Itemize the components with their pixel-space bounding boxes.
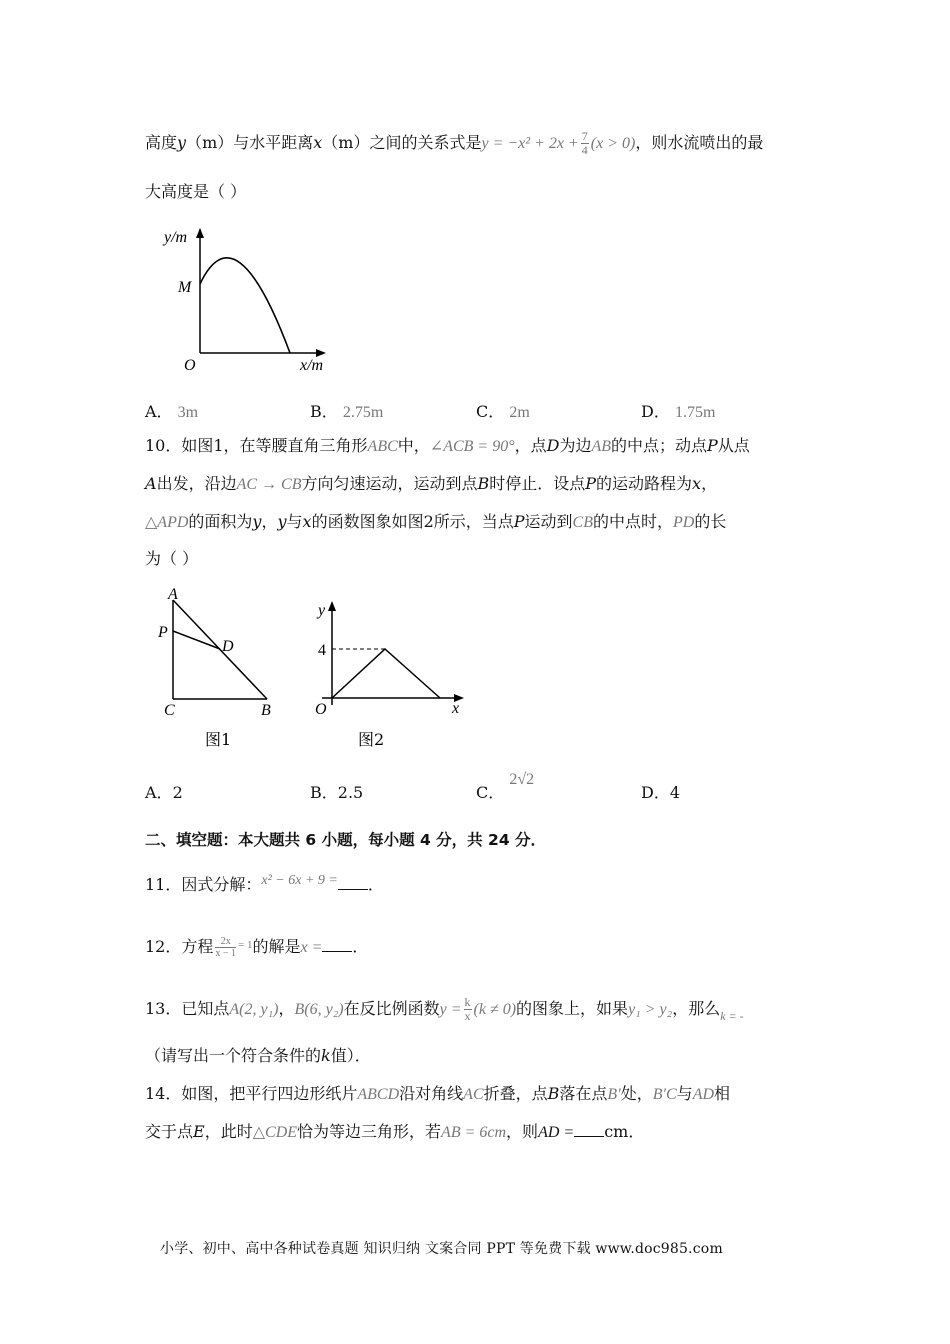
- var: x: [692, 474, 702, 493]
- y-axis-label: y/m: [164, 229, 188, 246]
- text: ．: [367, 875, 384, 894]
- math: (k ≠ 0): [473, 1001, 517, 1018]
- q10-line1: [145, 435, 750, 458]
- text: （m）与水平距离: [186, 133, 314, 152]
- text: 的面积为: [188, 512, 253, 531]
- frac-den: x: [464, 1009, 471, 1023]
- option-letter: C．: [476, 783, 505, 802]
- var: x: [302, 512, 312, 531]
- var: P: [585, 474, 597, 493]
- text: 10．如图1，在等腰直角三角形: [145, 436, 368, 455]
- var-x: x: [313, 133, 323, 152]
- q9-line2: [145, 181, 246, 203]
- text: ，点: [514, 436, 547, 455]
- math: y₁ > y₂: [628, 1001, 673, 1018]
- frac-den: 4: [581, 143, 588, 157]
- var: D: [546, 436, 560, 455]
- fraction: [581, 130, 589, 157]
- q9-option-d: [641, 399, 715, 422]
- text: ．: [352, 937, 369, 956]
- q13-line2: [145, 1045, 371, 1067]
- frac-den: x − 1: [215, 948, 237, 959]
- math: x =: [300, 939, 323, 956]
- text: 从点: [717, 436, 750, 455]
- text: 折叠，点: [483, 1084, 548, 1103]
- option-letter: D．: [641, 783, 670, 802]
- segment-pd: [173, 631, 220, 649]
- var: y: [252, 512, 262, 531]
- function-line: [332, 649, 440, 698]
- var-y: y: [177, 133, 187, 152]
- option-letter: A．: [145, 783, 173, 802]
- q9-parabola-graph: [164, 222, 340, 380]
- option-value: 4: [669, 783, 681, 802]
- tick-4-label: 4: [318, 642, 326, 659]
- label-d: D: [222, 638, 234, 655]
- footer-text: 小学、初中、高中各种试卷真题 知识归纳 文案合同 PPT 等免费下载 www.doc985.com: [160, 1241, 723, 1257]
- math: ∠ACB = 90°: [429, 438, 515, 455]
- math: y =: [439, 1001, 462, 1018]
- q9-option-a: [145, 399, 198, 422]
- text: 落在点: [559, 1084, 608, 1103]
- text: ，则: [506, 1122, 539, 1141]
- frac-num: 7: [581, 129, 588, 143]
- figure1-caption: 图1: [205, 730, 232, 749]
- q13-line1: [145, 996, 744, 1023]
- y-label: y: [318, 602, 326, 619]
- origin-label: O: [184, 357, 196, 374]
- figure2-caption: 图2: [358, 730, 385, 749]
- formula: x² − 6x + 9 =: [261, 873, 338, 888]
- option-letter: B．: [310, 402, 338, 421]
- text: 的解是: [252, 937, 301, 956]
- var: P: [513, 512, 525, 531]
- text: 出发，沿边: [156, 474, 237, 493]
- text: 为（ ）: [145, 549, 199, 568]
- text: 13．已知点: [145, 999, 230, 1018]
- text: ，那么: [672, 999, 721, 1018]
- q10-figure1-triangle: [155, 583, 285, 753]
- var: A: [145, 474, 157, 493]
- text: 的长: [694, 512, 727, 531]
- math: AC → CB: [236, 476, 302, 493]
- math: A(2, y₁): [229, 1001, 279, 1018]
- text: 的函数图象如图2所示，当点: [311, 512, 514, 531]
- math: AC: [463, 1086, 484, 1103]
- q10-option-a: [145, 780, 183, 803]
- option-value: 2.5: [337, 783, 364, 802]
- option-letter: D．: [641, 402, 670, 421]
- q10-line3: [145, 511, 726, 534]
- math: k = -: [720, 1009, 744, 1023]
- q14-line1: [145, 1083, 730, 1106]
- q10-line2: [145, 473, 717, 496]
- text: 高度: [145, 133, 178, 152]
- option-letter: C．: [476, 402, 505, 421]
- text: （m）之间的关系式是: [322, 133, 482, 152]
- text: 与: [676, 1084, 693, 1103]
- q14-line2: [145, 1120, 644, 1144]
- label-p: P: [158, 624, 168, 641]
- origin-label: O: [315, 701, 327, 718]
- text: 处，: [620, 1084, 653, 1103]
- y-axis-arrow: [196, 228, 204, 238]
- text: ，此时: [204, 1122, 253, 1141]
- text: 方向匀速运动，运动到点: [301, 474, 478, 493]
- math: △CDE: [252, 1124, 298, 1141]
- q12: [145, 935, 368, 960]
- var: B: [477, 474, 490, 493]
- label-a: A: [168, 586, 178, 603]
- text: （请写出一个符合条件的: [145, 1046, 322, 1065]
- text: ，: [261, 512, 278, 531]
- text: 的图象上，如果: [516, 999, 629, 1018]
- text: cm．: [604, 1122, 645, 1141]
- math: AD =: [538, 1124, 575, 1141]
- frac-num: k: [464, 995, 471, 1009]
- x-label: x: [452, 700, 460, 717]
- option-value: 2.75m: [342, 404, 384, 421]
- side-ab: [173, 600, 267, 699]
- math: △APD: [145, 514, 189, 531]
- q10-figure2-graph: [300, 595, 475, 755]
- x-axis-arrow: [316, 349, 326, 357]
- point-m-label: M: [178, 279, 192, 296]
- math: B′: [607, 1086, 621, 1103]
- math: AD: [692, 1086, 715, 1103]
- text: 沿对角线: [399, 1084, 464, 1103]
- text: 在反比例函数: [343, 999, 440, 1018]
- text: 恰为等边三角形，若: [297, 1122, 442, 1141]
- label-b: B: [261, 702, 271, 719]
- option-value: 2√2: [509, 771, 535, 788]
- formula: y = −x² + 2x +: [481, 135, 579, 152]
- option-value: 1.75m: [674, 404, 716, 421]
- text: 相: [714, 1084, 731, 1103]
- math: CB: [572, 514, 593, 531]
- var: k: [321, 1046, 331, 1065]
- math: B(6, y₂): [294, 1001, 344, 1018]
- var: B: [547, 1084, 560, 1103]
- text: 运动到: [524, 512, 573, 531]
- option-value: 2m: [509, 404, 530, 421]
- math: = 1: [238, 939, 253, 951]
- text: 中，: [397, 436, 430, 455]
- option-letter: A．: [145, 402, 173, 421]
- fraction: [215, 936, 236, 959]
- text: 11．因式分解：: [145, 875, 262, 894]
- text: 的运动路程为: [596, 474, 693, 493]
- var: E: [193, 1122, 205, 1141]
- text: 12．方程: [145, 937, 214, 956]
- q10-option-d: [641, 780, 680, 803]
- option-value: 2: [172, 783, 183, 802]
- text: ，: [278, 999, 295, 1018]
- text: 的中点时，: [593, 512, 674, 531]
- label-c: C: [164, 702, 175, 719]
- section-heading: [145, 829, 546, 851]
- answer-blank: [322, 935, 352, 952]
- text: 14．如图，把平行四边形纸片: [145, 1084, 358, 1103]
- q11: [145, 873, 384, 898]
- answer-blank: [574, 1120, 604, 1137]
- y-axis-arrow: [328, 601, 336, 611]
- q9-option-c: [476, 399, 530, 422]
- formula-cond: (x > 0): [590, 135, 636, 152]
- text: 时停止．设点: [489, 474, 586, 493]
- math: AB = 6cm: [441, 1124, 507, 1141]
- fraction: [464, 996, 472, 1023]
- math: ABC: [367, 438, 398, 455]
- parabola-curve: [200, 258, 290, 353]
- q9-option-b: [310, 399, 383, 422]
- q10-option-c: [476, 771, 535, 803]
- var: P: [707, 436, 718, 455]
- answer-blank: [338, 873, 368, 890]
- q9-line1: [145, 130, 763, 157]
- text: 值）．: [330, 1046, 371, 1065]
- text: ，则水流喷出的最: [635, 133, 764, 152]
- var: y: [277, 512, 287, 531]
- x-axis-label: x/m: [300, 357, 324, 374]
- page-footer: [160, 1238, 723, 1258]
- math: B′C: [652, 1086, 677, 1103]
- text: 大高度是（ ）: [145, 182, 247, 201]
- option-value: 3m: [177, 404, 199, 421]
- math: PD: [673, 514, 695, 531]
- q10-line4: [145, 548, 198, 570]
- text: ，: [701, 474, 718, 493]
- math: AB: [591, 438, 612, 455]
- text: 交于点: [145, 1122, 194, 1141]
- frac-num: 2x: [215, 936, 236, 948]
- math: ABCD: [357, 1086, 400, 1103]
- text: 与: [286, 512, 303, 531]
- text: 的中点；动点: [611, 436, 708, 455]
- text: 为边: [559, 436, 592, 455]
- q10-option-b: [310, 780, 363, 803]
- section-title: 二、填空题：本大题共 6 小题，每小题 4 分，共 24 分．: [145, 831, 547, 849]
- option-letter: B．: [310, 783, 338, 802]
